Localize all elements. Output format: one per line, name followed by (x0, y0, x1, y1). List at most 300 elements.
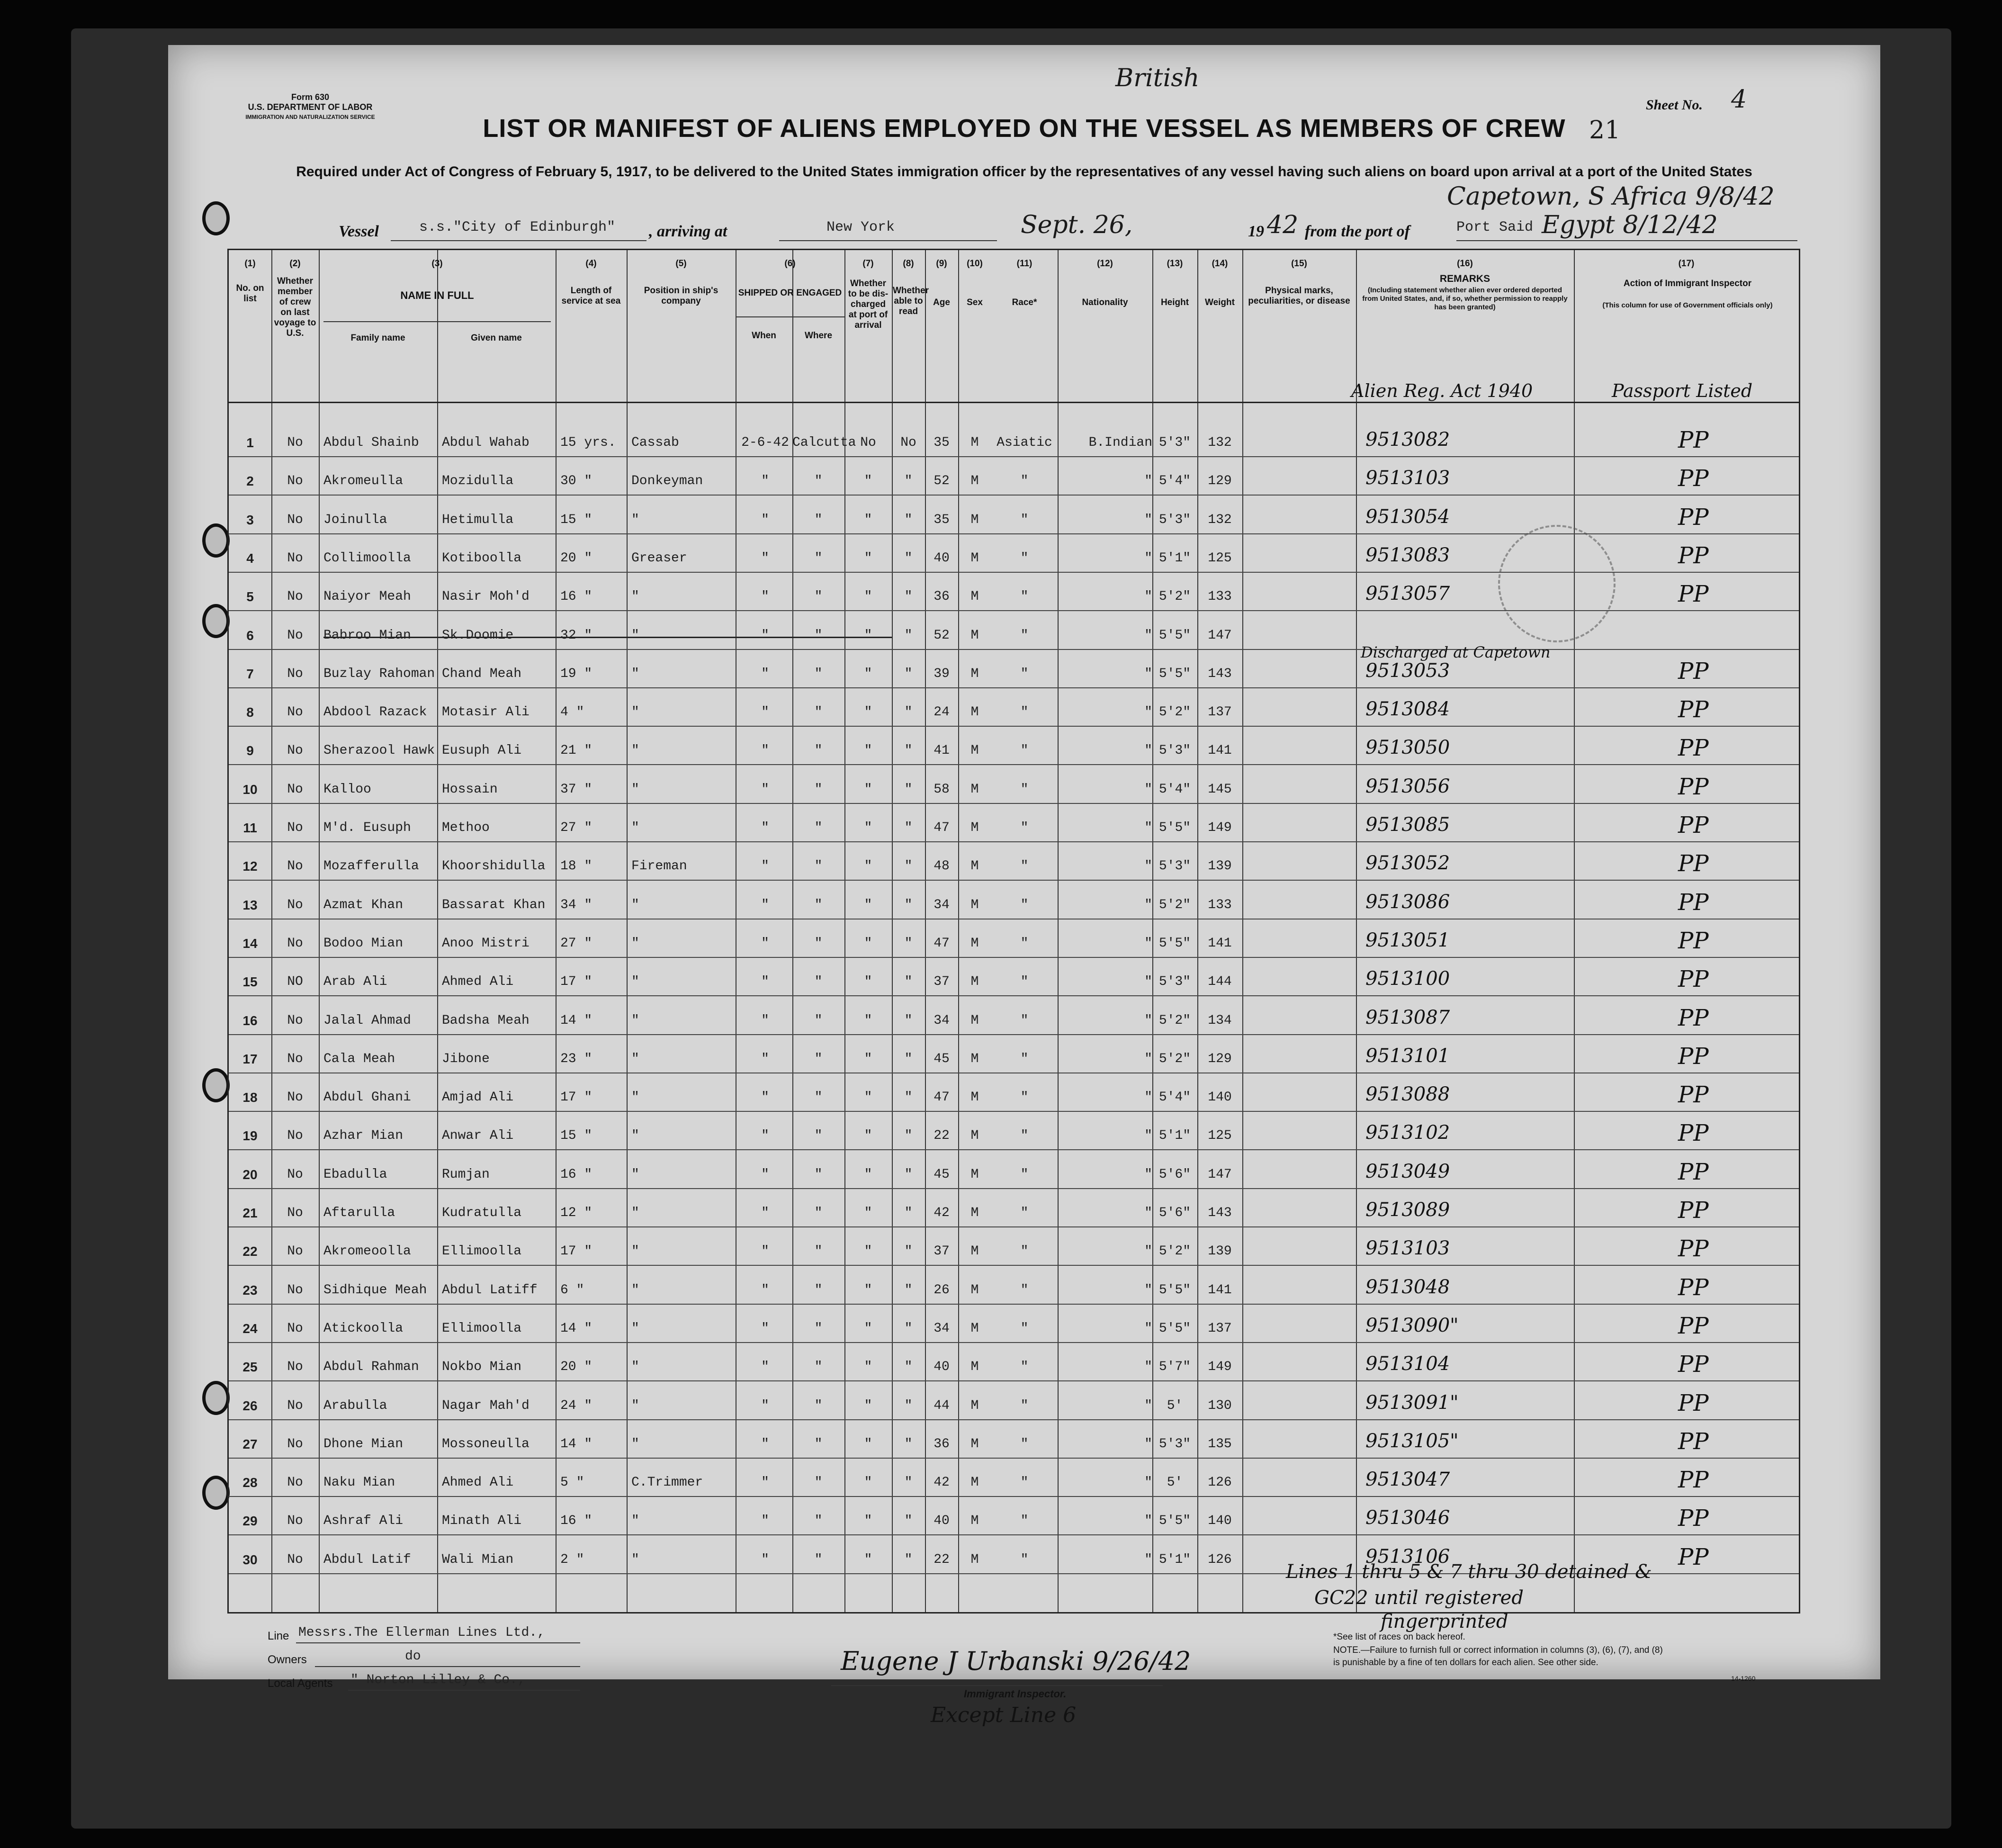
cell-sex: M (970, 1552, 979, 1567)
cell-height: 5'5" (1158, 1514, 1191, 1529)
header-name-in-full: NAME IN FULL (400, 289, 474, 301)
cell-length: 30 " (560, 474, 593, 489)
header-length-service: Length of service at sea (561, 286, 621, 306)
cell-length: 17 " (560, 1244, 593, 1259)
cell-position: " (631, 820, 639, 835)
detained-note-3: fingerprinted (1381, 1611, 1508, 1632)
cell-when: " (761, 1206, 769, 1220)
cell-no: 25 (242, 1360, 258, 1375)
cell-length: 27 " (560, 820, 593, 835)
cell-age: 40 (934, 1360, 950, 1375)
cell-family: Mozafferulla (323, 859, 419, 874)
header-given-name: Given name (471, 333, 522, 343)
cell-where: " (814, 820, 823, 835)
cell-read: " (904, 1013, 913, 1028)
cell-weight: 140 (1208, 1090, 1232, 1105)
cell-when: " (761, 512, 769, 527)
binder-hole (202, 1381, 230, 1415)
cell-race: " (1020, 1436, 1029, 1451)
cell-read: " (904, 1167, 913, 1182)
cell-given: Chand Meah (442, 666, 522, 681)
header-sex: Sex (967, 297, 983, 307)
cell-when: " (761, 1051, 769, 1066)
cell-sex: M (970, 1514, 979, 1529)
cell-age: 44 (934, 1398, 950, 1413)
cell-when: " (761, 1013, 769, 1028)
cell-sex: M (970, 974, 979, 990)
cell-no: 14 (242, 936, 258, 951)
cell-age: 34 (934, 897, 950, 912)
cell-remark: 9513053 (1365, 659, 1450, 682)
cell-where: " (814, 512, 823, 527)
cell-race: " (1020, 474, 1029, 489)
cell-when: " (761, 974, 769, 990)
row-rule (229, 649, 1799, 650)
cell-nat: " (1144, 1360, 1152, 1375)
cell-when: " (761, 1282, 769, 1298)
cell-position: " (631, 936, 639, 951)
cell-age: 42 (934, 1475, 950, 1490)
cell-age: 37 (934, 974, 950, 990)
cell-disch: " (864, 820, 872, 835)
sheet-label: Sheet No. (1646, 97, 1703, 113)
cell-remark: 9513084 (1365, 698, 1450, 721)
cell-position: " (631, 589, 639, 604)
cell-remark: 9513090" (1365, 1314, 1459, 1336)
cell-given: Nokbo Mian (442, 1360, 522, 1375)
cell-when: " (761, 628, 769, 643)
cell-age: 22 (934, 1552, 950, 1567)
cell-height: 5'4" (1158, 474, 1191, 489)
cell-read: " (904, 1321, 913, 1336)
cell-weight: 132 (1208, 512, 1232, 527)
cell-sex: M (970, 1090, 979, 1105)
cell-race: " (1020, 1360, 1029, 1375)
cell-no: 13 (242, 897, 258, 912)
cell-where: " (814, 743, 823, 758)
cell-action: PP (1678, 658, 1709, 685)
penalty-note-1: NOTE.—Failure to furnish full or correct information in columns (3), (6), (7), and (8) (1333, 1645, 1663, 1655)
cell-race: " (1020, 782, 1029, 797)
cell-member: No (287, 705, 303, 720)
cell-height: 5'5" (1158, 666, 1191, 681)
cell-nat: " (1144, 782, 1152, 797)
detained-note-1: Lines 1 thru 5 & 7 thru 30 detained & (1286, 1561, 1652, 1583)
cell-nat: " (1144, 589, 1152, 604)
cell-height: 5' (1167, 1475, 1183, 1490)
cell-age: 40 (934, 1514, 950, 1529)
cell-read: " (904, 936, 913, 951)
cell-age: 36 (934, 1436, 950, 1451)
cell-weight: 129 (1208, 474, 1232, 489)
cell-race: " (1020, 1051, 1029, 1066)
cell-nat: " (1144, 1206, 1152, 1220)
cell-nat: " (1144, 1282, 1152, 1298)
cell-weight: 137 (1208, 705, 1232, 720)
cell-no: 3 (246, 512, 254, 527)
cell-height: 5'3" (1158, 859, 1191, 874)
page-subtitle: Required under Act of Congress of February 5, 1917, to be delivered to the United States immigration officer by the representatives of any vessel having such aliens on board upon arrival at a port of the United States (296, 164, 1752, 180)
cell-disch: " (864, 1475, 872, 1490)
cell-read: " (904, 1436, 913, 1451)
row-rule (229, 572, 1799, 573)
cell-age: 26 (934, 1282, 950, 1298)
cell-disch: " (864, 743, 872, 758)
cell-action: PP (1678, 581, 1709, 608)
cell-no: 10 (242, 782, 258, 797)
cell-length: 21 " (560, 743, 593, 758)
cell-member: No (287, 1051, 303, 1066)
cell-age: 47 (934, 1090, 950, 1105)
cell-sex: M (970, 589, 979, 604)
crew-table (227, 249, 1800, 1614)
cell-remark: 9513091" (1365, 1391, 1459, 1414)
vessel-label: Vessel (339, 223, 379, 240)
row-rule (229, 1419, 1799, 1420)
cell-length: 34 " (560, 897, 593, 912)
cell-action: PP (1678, 966, 1709, 993)
cell-age: 35 (934, 512, 950, 527)
cell-no: 9 (246, 743, 254, 758)
cell-nat: " (1144, 1398, 1152, 1413)
cell-weight: 145 (1208, 782, 1232, 797)
cell-height: 5'4" (1158, 782, 1191, 797)
cell-no: 22 (242, 1244, 258, 1259)
cell-race: " (1020, 1167, 1029, 1182)
cell-where: " (814, 1514, 823, 1529)
cell-position: " (631, 1514, 639, 1529)
detained-note-2: GC22 until registered (1314, 1587, 1524, 1609)
owners-value: do (405, 1649, 421, 1664)
cell-sex: M (970, 1398, 979, 1413)
cell-given: Minath Ali (442, 1514, 522, 1529)
cell-no: 18 (242, 1090, 258, 1105)
cell-read: " (904, 782, 913, 797)
cell-given: Jibone (442, 1051, 490, 1066)
inspector-label: Immigrant Inspector. (964, 1688, 1067, 1700)
cell-given: Kotiboolla (442, 550, 522, 566)
cell-race: " (1020, 666, 1029, 681)
year-prefix: 19 (1248, 223, 1264, 240)
cell-read: " (904, 474, 913, 489)
cell-where: " (814, 589, 823, 604)
cell-remark: 9513046 (1365, 1507, 1450, 1529)
row-rule (229, 610, 1799, 611)
cell-where: " (814, 782, 823, 797)
cell-position: C.Trimmer (631, 1475, 703, 1490)
cell-sex: M (970, 1206, 979, 1220)
cell-read: " (904, 1514, 913, 1529)
cell-where: " (814, 1013, 823, 1028)
cell-when: " (761, 550, 769, 566)
cell-nat: " (1144, 1514, 1152, 1529)
cell-race: Asiatic (997, 435, 1052, 450)
cell-length: 4 " (560, 705, 584, 720)
cell-height: 5'5" (1158, 1282, 1191, 1298)
cell-when: " (761, 859, 769, 874)
cell-family: Kalloo (323, 782, 371, 797)
col-num: (5) (675, 259, 687, 269)
cell-length: 24 " (560, 1398, 593, 1413)
cell-age: 47 (934, 820, 950, 835)
cell-sex: M (970, 820, 979, 835)
cell-remark: 9513103 (1365, 467, 1450, 489)
cell-age: 34 (934, 1013, 950, 1028)
cell-race: " (1020, 1398, 1029, 1413)
cell-nat: " (1144, 1090, 1152, 1105)
cell-member: No (287, 820, 303, 835)
cell-sex: M (970, 1051, 979, 1066)
cell-position: " (631, 705, 639, 720)
row-rule (229, 803, 1799, 804)
cell-height: 5'2" (1158, 705, 1191, 720)
cell-length: 16 " (560, 1514, 593, 1529)
cell-no: 20 (242, 1167, 258, 1182)
cell-sex: M (970, 1360, 979, 1375)
header-physical-marks: Physical marks, peculiarities, or disease (1248, 286, 1350, 306)
col-num: (9) (936, 259, 947, 269)
cell-action: PP (1678, 504, 1709, 531)
title-part-2: VESSEL AS MEMBERS OF CREW (1146, 114, 1566, 143)
cell-position: Donkeyman (631, 474, 703, 489)
cell-nat: " (1144, 859, 1152, 874)
cell-length: 37 " (560, 782, 593, 797)
cell-length: 16 " (560, 1167, 593, 1182)
cell-position: " (631, 628, 639, 643)
cell-race: " (1020, 705, 1029, 720)
penalty-note-2: is punishable by a fine of ten dollars for each alien. See other side. (1333, 1658, 1598, 1668)
cell-read: " (904, 820, 913, 835)
cell-height: 5'6" (1158, 1206, 1191, 1220)
cell-read: " (904, 628, 913, 643)
cell-disch: " (864, 666, 872, 681)
cell-read: " (904, 1128, 913, 1144)
cell-race: " (1020, 1321, 1029, 1336)
cell-nat: " (1144, 820, 1152, 835)
header-age: Age (933, 297, 950, 307)
cell-family: Cala Meah (323, 1051, 395, 1066)
sheet-number: 4 (1731, 85, 1747, 114)
cell-family: Ebadulla (323, 1167, 387, 1182)
cell-race: " (1020, 1552, 1029, 1567)
cell-length: 5 " (560, 1475, 584, 1490)
cell-disch: " (864, 1321, 872, 1336)
cell-disch: " (864, 1244, 872, 1259)
cell-position: " (631, 666, 639, 681)
cell-when: " (761, 1360, 769, 1375)
cell-remark: 9513049 (1365, 1160, 1450, 1182)
cell-family: Abdul Latif (323, 1552, 411, 1567)
cell-age: 40 (934, 550, 950, 566)
cell-disch: " (864, 705, 872, 720)
cell-nat: " (1144, 1128, 1152, 1144)
cell-position: " (631, 1321, 639, 1336)
arriving-underline (779, 240, 997, 241)
header-where: Where (804, 331, 833, 341)
cell-race: " (1020, 1013, 1029, 1028)
header-no-on-list: No. on list (236, 283, 264, 304)
cell-race: " (1020, 820, 1029, 835)
cell-given: Anoo Mistri (442, 936, 530, 951)
cell-sex: M (970, 897, 979, 912)
cell-remark: 9513106 (1365, 1545, 1450, 1568)
cell-age: 45 (934, 1167, 950, 1182)
cell-weight: 147 (1208, 1167, 1232, 1182)
cell-where: " (814, 1321, 823, 1336)
cell-where: " (814, 1128, 823, 1144)
cell-disch: " (864, 1398, 872, 1413)
cell-family: Naiyor Meah (323, 589, 411, 604)
cell-family: Aftarulla (323, 1206, 395, 1220)
cell-action: PP (1678, 696, 1709, 723)
row-rule (229, 1496, 1799, 1497)
header-when: When (752, 331, 776, 341)
cell-family: Abdool Razack (323, 705, 427, 720)
cell-given: Nagar Mah'd (442, 1398, 530, 1413)
cell-position: " (631, 743, 639, 758)
cell-disch: " (864, 589, 872, 604)
cell-height: 5'5" (1158, 820, 1191, 835)
cell-race: " (1020, 897, 1029, 912)
cell-weight: 140 (1208, 1514, 1232, 1529)
cell-family: Arab Ali (323, 974, 387, 990)
cell-action: PP (1678, 773, 1709, 800)
cell-member: No (287, 782, 303, 797)
cell-read: " (904, 1206, 913, 1220)
cell-when: " (761, 743, 769, 758)
cell-disch: " (864, 1436, 872, 1451)
cell-no: 1 (246, 435, 254, 450)
cell-weight: 143 (1208, 666, 1232, 681)
binder-hole (202, 201, 230, 235)
cell-age: 52 (934, 628, 950, 643)
cell-length: 17 " (560, 1090, 593, 1105)
cell-when: " (761, 936, 769, 951)
cell-read: " (904, 743, 913, 758)
cell-given: Abdul Wahab (442, 435, 530, 450)
cell-disch: " (864, 1360, 872, 1375)
cell-weight: 143 (1208, 1206, 1232, 1220)
cell-action: PP (1678, 1428, 1709, 1455)
col-num: (16) (1457, 259, 1473, 269)
port-underline (1456, 240, 1797, 241)
cell-remark: 9513088 (1365, 1083, 1450, 1106)
cell-weight: 141 (1208, 743, 1232, 758)
row-rule (229, 456, 1799, 457)
cell-where: " (814, 628, 823, 643)
cell-remark: 9513100 (1365, 968, 1450, 990)
row-rule (229, 1111, 1799, 1112)
col-num: (6) (784, 259, 796, 269)
header-able-to-read: Whether able to read (893, 286, 929, 316)
cell-weight: 125 (1208, 1128, 1232, 1144)
row-rule (229, 957, 1799, 958)
cell-position: " (631, 1013, 639, 1028)
cell-read: " (904, 705, 913, 720)
cell-disch: " (864, 628, 872, 643)
cell-nat: " (1144, 897, 1152, 912)
cell-no: 6 (246, 628, 254, 643)
cell-member: No (287, 550, 303, 566)
cell-given: Mossoneulla (442, 1436, 530, 1451)
cell-where: " (814, 974, 823, 990)
cell-family: Sidhique Meah (323, 1282, 427, 1298)
cell-no: 17 (242, 1051, 258, 1066)
cell-position: " (631, 1398, 639, 1413)
cell-race: " (1020, 936, 1029, 951)
cell-family: Bodoo Mian (323, 936, 404, 951)
cell-age: 48 (934, 859, 950, 874)
agents-value: " Norton Lilley & Co., (350, 1673, 526, 1687)
manifest-sheet (168, 45, 1880, 1727)
cell-when: " (761, 1321, 769, 1336)
row-rule (229, 1458, 1799, 1459)
cell-race: " (1020, 1206, 1029, 1220)
cell-given: Rumjan (442, 1167, 490, 1182)
cell-action: PP (1678, 542, 1709, 569)
cell-position: Cassab (631, 435, 679, 450)
cell-disch: " (864, 474, 872, 489)
cell-height: 5'5" (1158, 936, 1191, 951)
cell-action: PP (1678, 1467, 1709, 1494)
title-part-1: LIST OR MANIFEST OF ALIENS EMPLOYED ON THE (483, 114, 1139, 143)
cell-action: PP (1678, 465, 1709, 492)
cell-nat: " (1144, 1051, 1152, 1066)
header-whether-member: Whether member of crew on last voyage to U.S. (274, 276, 316, 338)
cell-position: " (631, 1282, 639, 1298)
cell-sex: M (970, 435, 979, 450)
header-remarks-note: (Including statement whether alien ever ordered deported from United States, and, if so, whether permission to reapply has been granted) (1362, 286, 1568, 311)
cell-when: " (761, 1552, 769, 1567)
cell-race: " (1020, 1090, 1029, 1105)
races-note: *See list of races on back hereof. (1333, 1632, 1465, 1642)
cell-weight: 137 (1208, 1321, 1232, 1336)
cell-given: Ahmed Ali (442, 974, 514, 990)
cell-disch: " (864, 512, 872, 527)
cell-read: " (904, 589, 913, 604)
cell-member: No (287, 666, 303, 681)
cell-remark: 9513082 (1365, 429, 1450, 451)
row-rule (229, 687, 1799, 688)
cell-where: " (814, 474, 823, 489)
col-num: (14) (1212, 259, 1228, 269)
cell-given: Motasir Ali (442, 705, 530, 720)
cell-when: " (761, 1128, 769, 1144)
cell-remark: 9513057 (1365, 583, 1450, 605)
signature-underline (831, 1685, 1163, 1686)
cell-given: Ellimoolla (442, 1244, 522, 1259)
cell-action: PP (1678, 1389, 1709, 1416)
action-top-note: Passport Listed (1612, 380, 1753, 401)
cell-race: " (1020, 512, 1029, 527)
cell-age: 41 (934, 743, 950, 758)
cell-remark: 9513052 (1365, 852, 1450, 874)
col-num: (4) (585, 259, 597, 269)
cell-action: PP (1678, 1004, 1709, 1031)
cell-member: No (287, 1128, 303, 1144)
cell-remark: 9513087 (1365, 1006, 1450, 1028)
col-num: (8) (903, 259, 914, 269)
cell-when: " (761, 705, 769, 720)
arriving-label: , arriving at (649, 223, 727, 240)
cell-weight: 141 (1208, 936, 1232, 951)
port-hand-2: Egypt 8/12/42 (1542, 211, 1718, 239)
cell-weight: 144 (1208, 974, 1232, 990)
cell-nat: " (1144, 666, 1152, 681)
cell-remark: 9513103 (1365, 1237, 1450, 1260)
cell-no: 23 (242, 1282, 258, 1298)
cell-age: 52 (934, 474, 950, 489)
